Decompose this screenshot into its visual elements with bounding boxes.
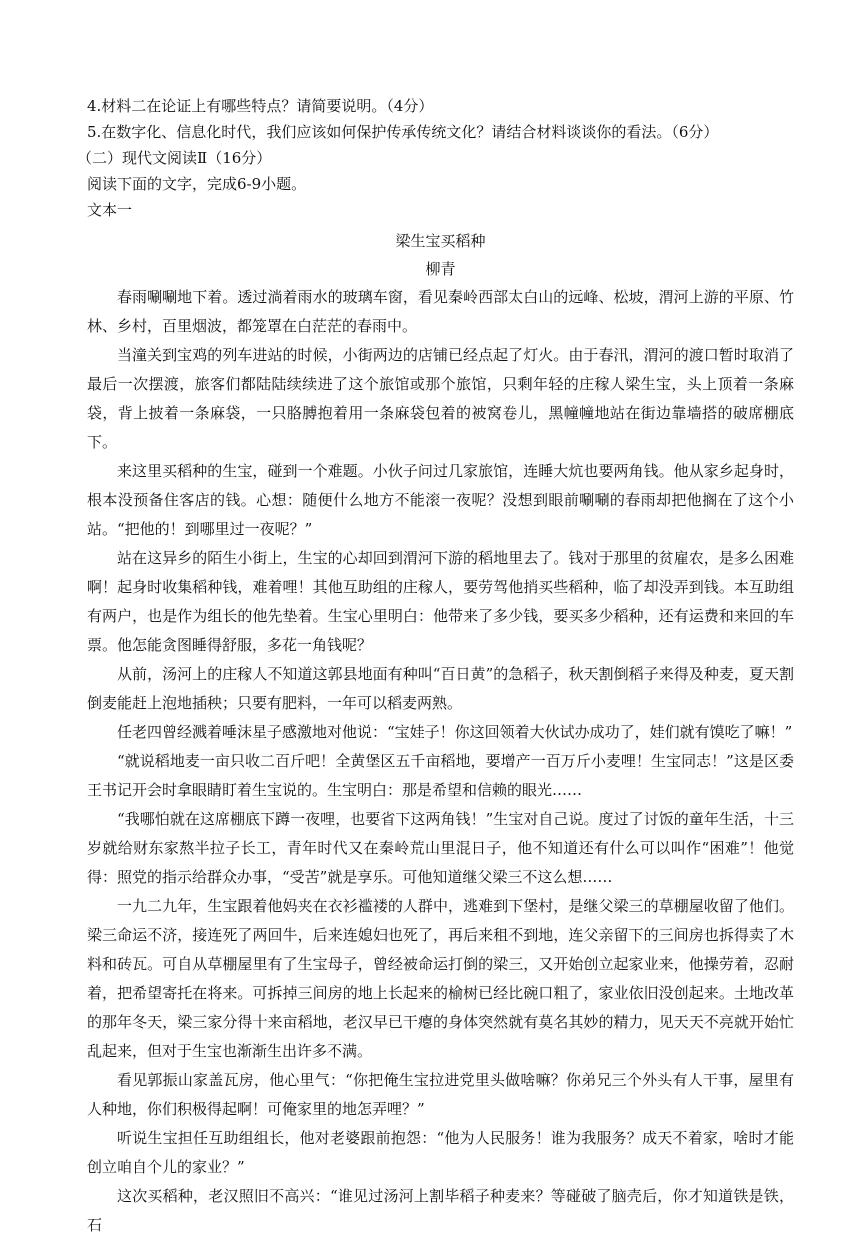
question-4: 4.材料二在论证上有哪些特点？请简要说明。（4分）	[87, 97, 434, 115]
section-heading: （二）现代文阅读Ⅱ（16分）	[77, 149, 272, 167]
story-paragraph: 任老四曾经溅着唾沫星子感激地对他说：“宝娃子！你这回领着大伙试办成功了，娃们就有馍吃了嘛！”	[117, 723, 793, 741]
story-paragraph: 来这里买稻种的生宝，碰到一个难题。小伙子问过几家旅馆，连睡大炕也要两角钱。他从家乡起身时，根本没预备住客店的钱。心想：随便什么地方不能滚一夜呢？没想到眼前唰唰的春雨却把他搁在了这个小站。“把他的！到哪里过一夜呢？”	[87, 462, 794, 538]
story-paragraph: “就说稻地麦一亩只收二百斤吧！全黄堡区五千亩稻地，要增产一百万斤小麦哩！生宝同志！”这是区委王书记开会时拿眼睛盯着生宝说的。生宝明白：那是希望和信赖的眼光……	[87, 752, 794, 799]
story-paragraph: 春雨唰唰地下着。透过淌着雨水的玻璃车窗，看见秦岭西部太白山的远峰、松坡，渭河上游的平原、竹林、乡村，百里烟波，都笼罩在白茫茫的春雨中。	[87, 288, 794, 335]
story-paragraph: “我哪怕就在这席棚底下蹲一夜哩，也要省下这两角钱！”生宝对自己说。度过了讨饭的童年生活，十三岁就给财东家熬半拉子长工，青年时代又在秦岭荒山里混日子，他不知道还有什么可以叫作“困难”！他觉得：照党的指示给群众办事，“受苦”就是享乐。可他知道继父梁三不这么想……	[87, 810, 794, 886]
story-header	[87, 227, 794, 283]
question-list	[87, 93, 794, 145]
text-label: 文本一	[87, 201, 133, 219]
story-paragraph: 当潼关到宝鸡的列车进站的时候，小街两边的店铺已经点起了灯火。由于春汛，渭河的渡口暂时取消了最后一次摆渡，旅客们都陆陆续续进了这个旅馆或那个旅馆，只剩年轻的庄稼人梁生宝，头上顶着一条麻袋，背上披着一条麻袋，一只胳膊抱着用一条麻袋包着的被窝卷儿，黑幢幢地站在街边靠墙搭的破席棚底下。	[87, 346, 794, 451]
story-title: 梁生宝买稻种	[395, 232, 486, 250]
story-paragraph: 这次买稻种，老汉照旧不高兴：“谁见过汤河上割毕稻子种麦来？等碰破了脑壳后，你才知道铁是铁，石	[87, 1187, 794, 1234]
instruction: 阅读下面的文字，完成6-9小题。	[87, 175, 307, 193]
story-paragraph: 从前，汤河上的庄稼人不知道这郭县地面有种叫“百日黄”的急稻子，秋天割倒稻子来得及种麦，夏天割倒麦能赶上泡地插秧；只要有肥料，一年可以稻麦两熟。	[87, 665, 794, 712]
story-author: 柳青	[425, 260, 456, 278]
story-paragraph: 一九二九年，生宝跟着他妈夹在衣衫褴褛的人群中，逃难到下堡村，是继父梁三的草棚屋收留了他们。梁三命运不济，接连死了两回牛，后来连媳妇也死了，再后来租不到地，连父亲留下的三间房也拆得卖了木料和砖瓦。可自从草棚屋里有了生宝母子，曾经被命运打倒的梁三，又开始创立起家业来，他操劳着，忍耐着，把希望寄托在将来。可拆掉三间房的地上长起来的榆树已经比碗口粗了，家业依旧没创起来。土地改革的那年冬天，梁三家分得十来亩稻地，老汉早已干瘪的身体突然就有莫名其妙的精力，见天天不亮就开始忙乱起来，但对于生宝也渐渐生出许多不满。	[87, 897, 794, 1060]
story-paragraph: 站在这异乡的陌生小街上，生宝的心却回到渭河下游的稻地里去了。钱对于那里的贫雇农，是多么困难啊！起身时收集稻种钱，难着哩！其他互助组的庄稼人，要劳驾他捎买些稻种，临了却没弄到钱。本互助组有两户，也是作为组长的他先垫着。生宝心里明白：他带来了多少钱，要买多少稻种，还有运费和来回的车票。他怎能贪图睡得舒服，多花一角钱呢？	[87, 549, 794, 654]
story-body	[87, 283, 794, 1240]
story-paragraph: 听说生宝担任互助组组长，他对老婆跟前抱怨：“他为人民服务！谁为我服务？成天不着家，啥时才能创立咱自个儿的家业？”	[87, 1129, 794, 1176]
story-paragraph: 看见郭振山家盖瓦房，他心里气：“你把俺生宝拉进党里头做啥嘛？你弟兄三个外头有人干事，屋里有人种地，你们积极得起啊！可俺家里的地怎弄哩？”	[87, 1071, 794, 1118]
question-5: 5.在数字化、信息化时代，我们应该如何保护传承传统文化？请结合材料谈谈你的看法。（6分）	[87, 123, 719, 141]
